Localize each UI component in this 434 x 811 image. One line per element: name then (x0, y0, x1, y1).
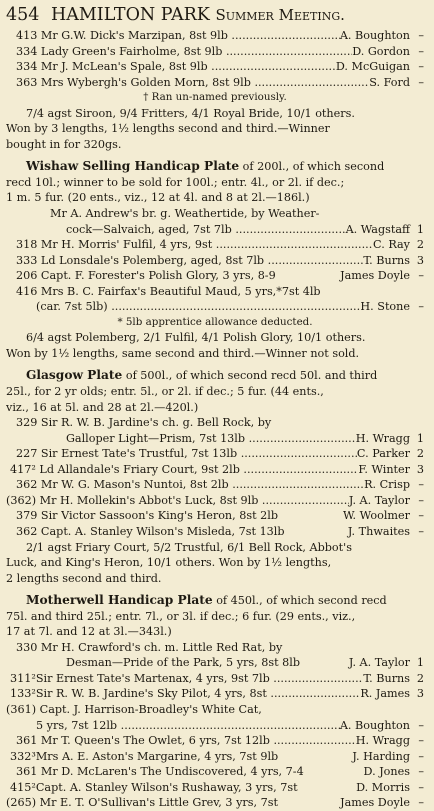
runner-row: 415²Capt. A. Stanley Wilson's Rushaway, 3 yrs, 7st D. Morris – (10, 780, 424, 794)
runner-row: 332³Mrs A. E. Aston's Margarine, 4 yrs, 7st 9lb J. Harding – (10, 749, 424, 763)
race-conditions: of 500l., of which second recd 50l. and third (125, 369, 378, 383)
race-heading (6, 593, 424, 609)
race-heading (6, 368, 424, 384)
runner-row: 311²Sir Ernest Tate's Martenax, 4 yrs, 9st 7lb ..... T. Burns 2 (6, 671, 424, 687)
runner-row: 361 Mr T. Queen's The Owlet, 6 yrs, 7st 12lb ..... H. Wragg – (6, 733, 424, 749)
winner-line: Mr A. Andrew's br. g. Weathertide, by Weather- (50, 207, 320, 221)
race-conditions: of 450l., of which second recd (216, 594, 387, 608)
race-conditions: of 200l., of which second (242, 160, 385, 174)
runner-row: 417² Ld Allandale's Friary Court, 9st 2lb ..... F. Winter 3 (6, 462, 424, 478)
runner-row: 227 Sir Ernest Tate's Trustful, 7st 13lb ..... C. Parker 2 (6, 446, 424, 462)
result-line: Won by 3 lengths, 1½ lengths second and third.—Winner (6, 122, 330, 136)
runner-row: (361) Capt. J. Harrison-Broadley's White Cat, (6, 702, 262, 716)
runner-row: 416 Mrs B. C. Fairfax's Beautiful Maud, 5 yrs,*7st 4lb (16, 284, 321, 298)
race-conditions: 75l. and third 25l.; entr. 7l., or 3l. if dec.; 6 fur. (29 ents., viz., (6, 609, 356, 623)
race-conditions: 1 m. 5 fur. (20 ents., viz., 12 at 4l. and 8 at 2l.—186l.) (6, 191, 310, 205)
runner-row: (265) Mr E. T. O'Sullivan's Little Grev, 3 yrs, 7st James Doyle – (6, 796, 424, 810)
page-number: 454 (6, 5, 40, 25)
winner-line: 330 Mr H. Crawford's ch. m. Little Red Rat, by (16, 640, 283, 654)
race-4 (6, 593, 424, 811)
runner-row: 413 Mr G.W. Dick's Marzipan, 8st 9lb ..... A. Boughton – (6, 28, 424, 44)
race-conditions: viz., 16 at 5l. and 28 at 2l.—420l.) (6, 400, 199, 414)
page-header (6, 4, 424, 26)
result-line: 2 lengths second and third. (6, 571, 162, 585)
winner-line: 329 Sir R. W. B. Jardine's ch. g. Bell Rock, by (16, 416, 272, 430)
runner-row: (362) Mr H. Mollekin's Abbot's Luck, 8st 9lb ..... J. A. Taylor – (6, 493, 424, 509)
race-heading (6, 159, 424, 175)
winner-row: cock—Salvaich, aged, 7st 7lb ..... A. Wagstaff 1 (6, 222, 424, 238)
race-title: Wishaw Selling Handicap Plate (26, 159, 240, 174)
race-conditions: 17 at 7l. and 12 at 3l.—343l.) (6, 625, 172, 639)
runner-row: 206 Capt. F. Forester's Polish Glory, 3 yrs, 8-9 James Doyle – (16, 269, 424, 283)
runner-row: 334 Lady Green's Fairholme, 8st 9lb ..... D. Gordon – (6, 44, 424, 60)
race-conditions: recd 10l.; winner to be sold for 100l.; entr. 4l., or 2l. if dec.; (6, 175, 345, 189)
runner-row: 318 Mr H. Morris' Fulfil, 4 yrs, 9st ..... C. Ray 2 (6, 237, 424, 253)
runner-row: 361 Mr D. McLaren's The Undiscovered, 4 yrs, 7-4 D. Jones – (16, 765, 424, 779)
result-line: Won by 1½ lengths, same second and third.—Winner not sold. (6, 346, 360, 360)
result-line: 2/1 agst Friary Court, 5/2 Trustful, 6/1 Bell Rock, Abbot's (26, 540, 352, 554)
runner-row: 334 Mr J. McLean's Spale, 8st 9lb ..... D. McGuigan – (6, 59, 424, 75)
race-3 (6, 368, 424, 586)
runner-row: (car. 7st 5lb) ..... H. Stone – (6, 299, 424, 315)
meeting-subtitle: Summer Meeting. (215, 6, 345, 24)
result-line: 6/4 agst Polemberg, 2/1 Fulfil, 4/1 Polish Glory, 10/1 others. (26, 331, 366, 345)
result-line: Luck, and King's Heron, 10/1 others. Won by 1½ lengths, (6, 556, 332, 570)
winner-row: Desman—Pride of the Park, 5 yrs, 8st 8lb J. A. Taylor 1 (66, 656, 424, 670)
race-1-runners (6, 28, 424, 152)
runner-row: 362 Mr W. G. Mason's Nuntoi, 8st 2lb ..... R. Crisp – (6, 477, 424, 493)
race-conditions: 25l., for 2 yr olds; entr. 5l., or 2l. if dec.; 5 fur. (44 ents., (6, 385, 324, 399)
result-line: 7/4 agst Siroon, 9/4 Fritters, 4/1 Royal Bride, 10/1 others. (26, 106, 355, 120)
runner-row: 333 Ld Lonsdale's Polemberg, aged, 8st 7lb ..... T. Burns 3 (6, 253, 424, 269)
race-title: Motherwell Handicap Plate (26, 593, 213, 608)
runner-row: 379 Sir Victor Sassoon's King's Heron, 8st 2lb W. Woolmer – (16, 509, 424, 523)
runner-row: 5 yrs, 7st 12lb ..... A. Boughton – (6, 718, 424, 734)
race-note: * 5lb apprentice allowance deducted. (117, 315, 313, 328)
runner-row: 362 Capt. A. Stanley Wilson's Misleda, 7st 13lb J. Thwaites – (16, 524, 424, 538)
result-line: bought in for 320gs. (6, 137, 122, 151)
runner-row: 133²Sir R. W. B. Jardine's Sky Pilot, 4 yrs, 8st ..... R. James 3 (6, 686, 424, 702)
runner-row: 363 Mrs Wybergh's Golden Morn, 8st 9lb ..... S. Ford – (6, 75, 424, 91)
race-note: † Ran un-named previously. (143, 91, 287, 104)
meeting-title: HAMILTON PARK (50, 5, 210, 25)
race-title: Glasgow Plate (26, 368, 123, 383)
winner-row: Galloper Light—Prism, 7st 13lb ..... H. Wragg 1 (6, 431, 424, 447)
race-2 (6, 159, 424, 361)
